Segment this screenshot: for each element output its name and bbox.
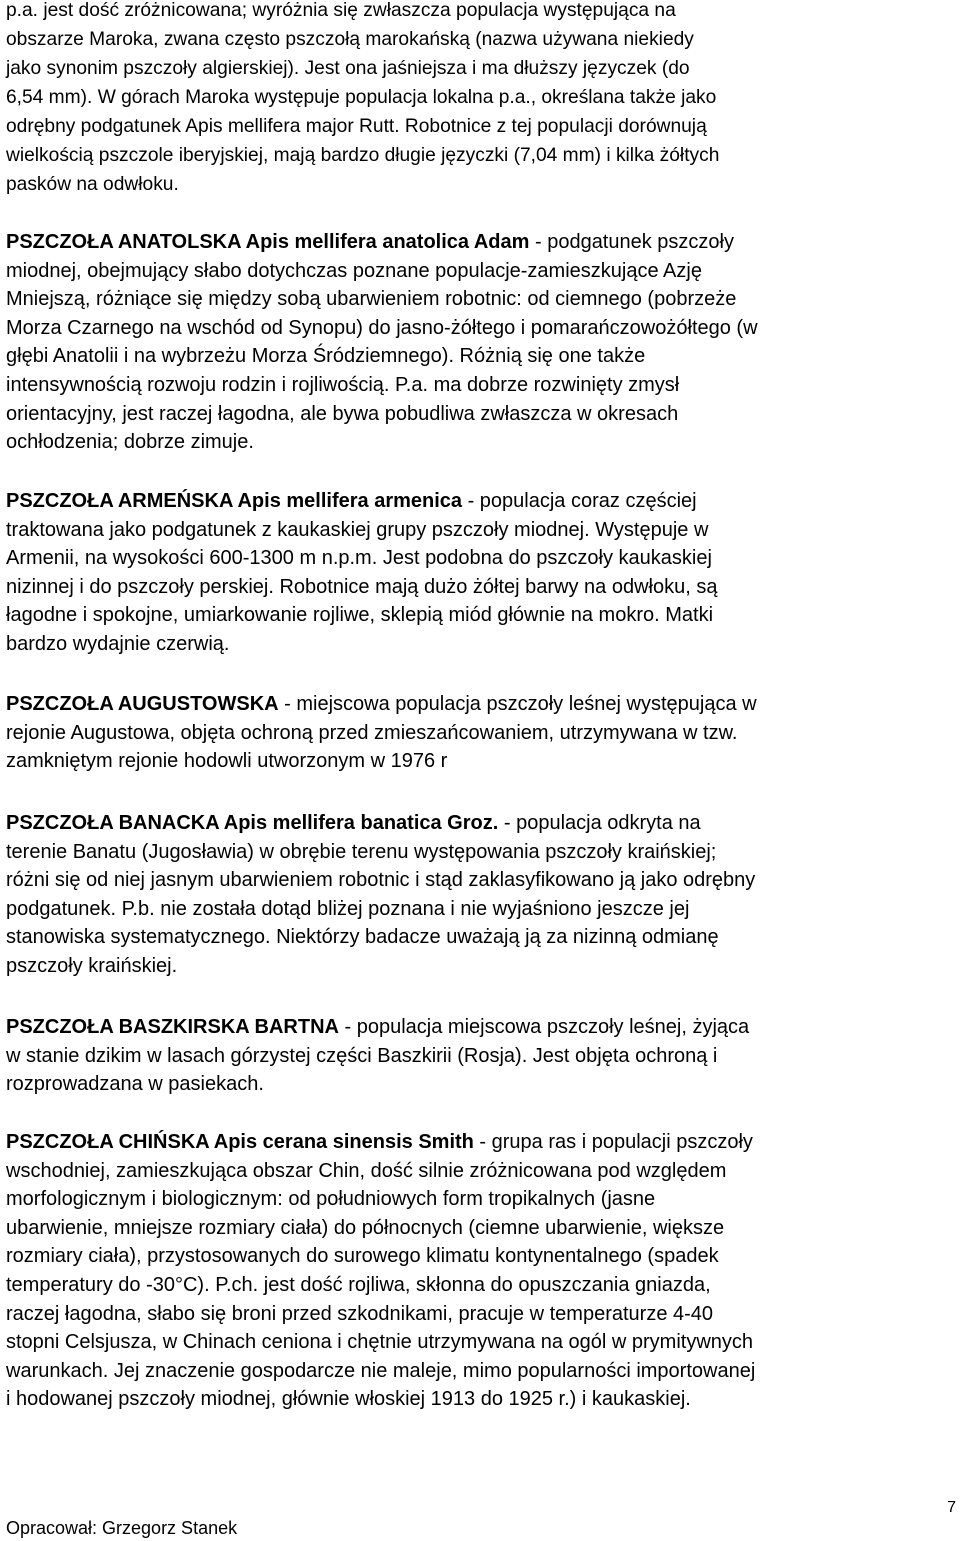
entry-heading: PSZCZOŁA BASZKIRSKA BARTNA — [6, 1016, 339, 1038]
text-line: orientacyjny, jest raczej łagodna, ale bywa pobudliwa zwłaszcza w okresach — [6, 402, 679, 425]
text-line: pasków na odwłoku. — [6, 174, 179, 195]
text-line: terenie Banatu (Jugosławia) w obrębie terenu występowania pszczoły kraińskiej; — [6, 840, 717, 863]
text-line — [6, 690, 956, 719]
entry-augustowska — [6, 690, 956, 776]
text-line: temperatury do -30°C). P.ch. jest dość rojliwa, skłonna do opuszczania gniazda, — [6, 1273, 711, 1296]
text-line: 6,54 mm). W górach Maroka występuje populacja lokalna p.a., określana także jako — [6, 87, 717, 108]
text-line: pszczoły kraińskiej. — [6, 954, 178, 977]
text-line: rejonie Augustowa, objęta ochroną przed zmieszańcowaniem, utrzymywana w tzw. — [6, 721, 738, 744]
text-line: stopni Celsjusza, w Chinach ceniona i chętnie utrzymywana na ogól w prymitywnych — [6, 1331, 754, 1354]
entry-baszkirska — [6, 1013, 956, 1099]
entry-heading: PSZCZOŁA BANACKA Apis mellifera banatica Groz. — [6, 812, 499, 834]
text-span: - miejscowa populacja pszczoły leśnej występująca w — [278, 693, 757, 715]
text-line: i hodowanej pszczoły miodnej, głównie włoskiej 1913 do 1925 r.) i kaukaskiej. — [6, 1388, 691, 1411]
text-line: głębi Anatolii i na wybrzeżu Morza Śródziemnego). Różnią się one także — [6, 345, 646, 368]
text-line: bardzo wydajnie czerwią. — [6, 632, 230, 655]
footer-author: Opracował: Grzegorz Stanek — [6, 1518, 238, 1538]
text-line: jako synonim pszczoły algierskiej). Jest ona jaśniejsza i ma dłuższy języczek (do — [6, 58, 690, 79]
text-line: wschodniej, zamieszkująca obszar Chin, dość silnie zróżnicowana pod względem — [6, 1159, 727, 1182]
text-line — [6, 1128, 956, 1157]
page-number: 7 — [947, 1499, 956, 1516]
text-span: - populacja coraz częściej — [462, 490, 697, 512]
text-line: rozmiary ciała), przystosowanych do surowego klimatu kontynentalnego (spadek — [6, 1245, 719, 1268]
text-line: wielkością pszczole iberyjskiej, mają bardzo długie języczki (7,04 mm) i kilka żółtych — [6, 145, 720, 166]
text-line: raczej łagodna, słabo się broni przed szkodnikami, pracuje w temperaturze 4-40 — [6, 1302, 714, 1325]
text-line: Mniejszą, różniące się między sobą ubarwieniem robotnic: od ciemnego (pobrzeże — [6, 288, 737, 311]
text-line: Armenii, na wysokości 600-1300 m n.p.m. Jest podobna do pszczoły kaukaskiej — [6, 547, 712, 570]
entry-heading: PSZCZOŁA AUGUSTOWSKA — [6, 693, 279, 715]
text-line: różni się od niej jasnym ubarwieniem robotnic i stąd zaklasyfikowano ją jako odrębny — [6, 869, 756, 892]
text-line: traktowana jako podgatunek z kaukaskiej grupy pszczoły miodnej. Występuje w — [6, 518, 709, 541]
entry-chinska — [6, 1128, 956, 1414]
intro-paragraph — [6, 0, 956, 199]
text-line: podgatunek. P.b. nie została dotąd bliżej poznana i nie wyjaśniono jeszcze jej — [6, 897, 690, 920]
text-span: - grupa ras i populacji pszczoły — [473, 1131, 753, 1153]
entry-heading: PSZCZOŁA ARMEŃSKA Apis mellifera armenica — [6, 490, 463, 512]
text-line — [6, 228, 956, 257]
text-line: morfologicznym i biologicznym: od południowych form tropikalnych (jasne — [6, 1188, 656, 1211]
text-span: - populacja odkryta na — [498, 812, 701, 834]
text-line: rozprowadzana w pasiekach. — [6, 1073, 264, 1096]
text-line: nizinnej i do pszczoły perskiej. Robotnice mają dużo żółtej barwy na odwłoku, są — [6, 575, 718, 598]
text-line: Morza Czarnego na wschód od Synopu) do jasno-żółtego i pomarańczowożółtego (w — [6, 316, 758, 339]
text-line: intensywnością rozwoju rodzin i rojliwością. P.a. ma dobrze rozwinięty zmysł — [6, 373, 680, 396]
text-line — [6, 487, 956, 516]
entry-heading: PSZCZOŁA CHIŃSKA Apis cerana sinensis Smith — [6, 1131, 474, 1153]
text-line — [6, 1013, 956, 1042]
entry-banacka — [6, 809, 956, 981]
text-span: - podgatunek pszczoły — [529, 231, 734, 253]
text-span: - populacja miejscowa pszczoły leśnej, żyjąca — [338, 1016, 750, 1038]
text-line: w stanie dzikim w lasach górzystej części Baszkirii (Rosja). Jest objęta ochroną i — [6, 1044, 718, 1067]
text-line — [6, 809, 956, 838]
entry-anatolska — [6, 228, 956, 457]
text-line: warunkach. Jej znaczenie gospodarcze nie maleje, mimo popularności importowanej — [6, 1359, 756, 1382]
text-line: łagodne i spokojne, umiarkowanie rojliwe, sklepią miód głównie na mokro. Matki — [6, 604, 714, 627]
text-line: p.a. jest dość zróżnicowana; wyróżnia się zwłaszcza populacja występująca na — [6, 0, 676, 21]
text-line: zamkniętym rejonie hodowli utworzonym w 1976 r — [6, 750, 448, 773]
text-line: obszarze Maroka, zwana często pszczołą marokańską (nazwa używana niekiedy — [6, 29, 694, 50]
text-line: ochłodzenia; dobrze zimuje. — [6, 431, 254, 454]
text-line: odrębny podgatunek Apis mellifera major Rutt. Robotnice z tej populacji dorównują — [6, 116, 707, 137]
text-line: ubarwienie, mniejsze rozmiary ciała) do północnych (ciemne ubarwienie, większe — [6, 1216, 725, 1239]
text-line: miodnej, obejmujący słabo dotychczas poznane populacje-zamieszkujące Azję — [6, 259, 702, 282]
entry-heading: PSZCZOŁA ANATOLSKA Apis mellifera anatolica Adam — [6, 231, 530, 253]
text-line: stanowiska systematycznego. Niektórzy badacze uważają ją za nizinną odmianę — [6, 926, 719, 949]
entry-armenska — [6, 487, 956, 659]
